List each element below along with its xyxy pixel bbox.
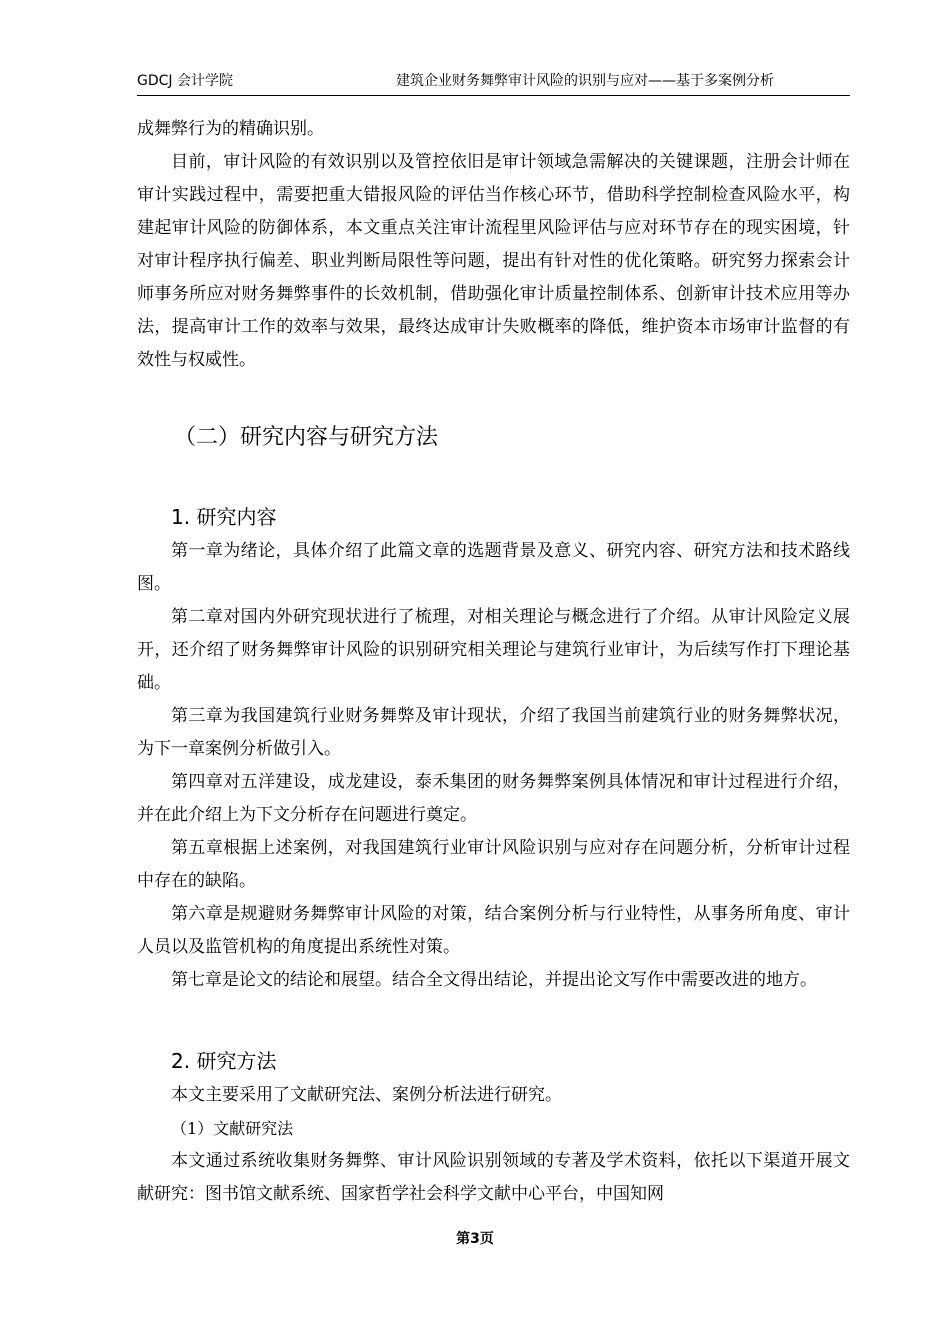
paragraph-continuation: 成舞弊行为的精确识别。 <box>137 119 324 139</box>
method-literature-title: （1）文献研究法 <box>171 1119 294 1138</box>
document-body <box>137 113 850 1211</box>
header-divider <box>137 95 850 96</box>
chapter-paragraph: 第六章是规避财务舞弊审计风险的对策，结合案例分析与行业特性，从事务所角度、审计人员以及监管机构的角度提出系统性对策。 <box>137 904 850 957</box>
chapter-paragraph: 第一章为绪论，具体介绍了此篇文章的选题背景及意义、研究内容、研究方法和技术路线图。 <box>137 541 850 594</box>
section-heading: （二）研究内容与研究方法 <box>174 425 439 450</box>
chapter-paragraph: 第四章对五洋建设，成龙建设，泰禾集团的财务舞弊案例具体情况和审计过程进行介绍，并在此介绍上为下文分析存在问题进行奠定。 <box>137 772 850 825</box>
chapter-paragraph: 第五章根据上述案例，对我国建筑行业审计风险识别与应对存在问题分析，分析审计过程中存在的缺陷。 <box>137 838 850 891</box>
method-literature-text: 本文通过系统收集财务舞弊、审计风险识别领域的专著及学术资料，依托以下渠道开展文献研究：图书馆文献系统、国家哲学社会科学文献中心平台，中国知网 <box>137 1151 850 1204</box>
subsection-heading-method: 2. 研究方法 <box>171 1049 277 1073</box>
header-thesis-title: 建筑企业财务舞弊审计风险的识别与应对——基于多案例分析 <box>396 73 774 89</box>
chapter-paragraph: 第三章为我国建筑行业财务舞弊及审计现状，介绍了我国当前建筑行业的财务舞弊状况，为下一章案例分析做引入。 <box>137 706 850 759</box>
page-number: 第3页 <box>456 1231 494 1247</box>
header-institution: GDCJ 会计学院 <box>137 73 233 89</box>
paragraph-audit-risk: 目前，审计风险的有效识别以及管控依旧是审计领域急需解决的关键课题，注册会计师在审计实践过程中，需要把重大错报风险的评估当作核心环节，借助科学控制检查风险水平，构建起审计风险的防御体系，本文重点关注审计流程里风险评估与应对环节存在的现实困境，针对审计程序执行偏差、职业判断局限性等问题，提出有针对性的优化策略。研究努力探索会计师事务所应对财务舞弊事件的长效机制，借助强化审计质量控制体系、创新审计技术应用等办法，提高审计工作的效率与效果，最终达成审计失败概率的降低，维护资本市场审计监督的有效性与权威性。 <box>137 152 850 370</box>
method-intro: 本文主要采用了文献研究法、案例分析法进行研究。 <box>171 1085 562 1105</box>
subsection-heading-content: 1. 研究内容 <box>171 505 277 529</box>
page-header <box>137 66 850 92</box>
chapter-paragraph: 第二章对国内外研究现状进行了梳理，对相关理论与概念进行了介绍。从审计风险定义展开，还介绍了财务舞弊审计风险的识别研究相关理论与建筑行业审计，为后续写作打下理论基础。 <box>137 607 850 693</box>
chapter-paragraph: 第七章是论文的结论和展望。结合全文得出结论，并提出论文写作中需要改进的地方。 <box>171 970 817 990</box>
